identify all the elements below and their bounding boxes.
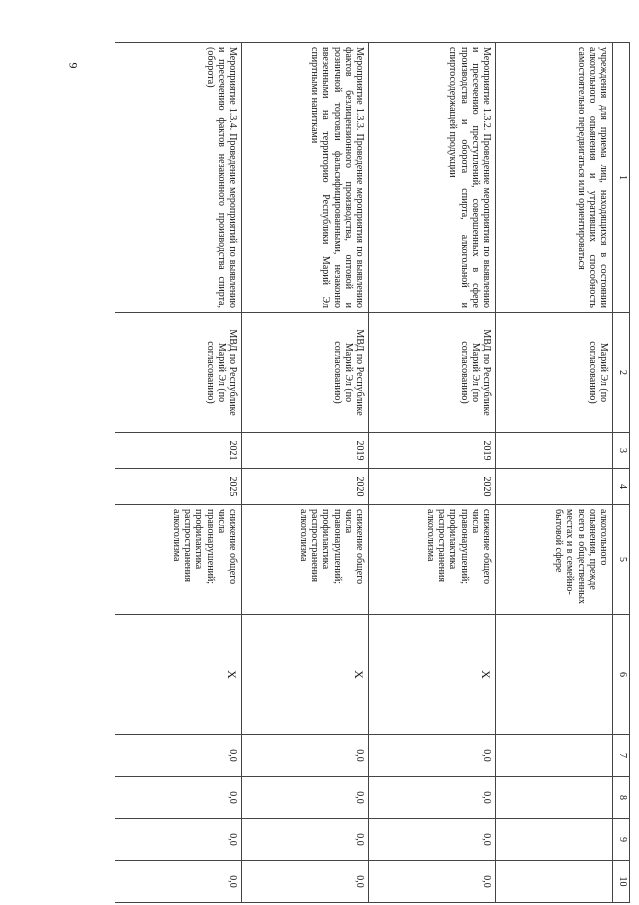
program-measures-table [115,42,630,903]
column-header: 7 [613,735,630,777]
column-header: 6 [613,615,630,735]
executor-cell: Марий Эл (по согласованию) [496,313,613,433]
end-year-cell [496,469,613,505]
expected-result-cell: снижение общего числа правонарушений; профилактика распространения алкоголизма [242,505,369,615]
column-header: 5 [613,505,630,615]
executor-cell: МВД по Республике Марий Эл (по согласованию) [369,313,496,433]
funding-cell: 0,0 [369,819,496,861]
end-year-cell: 2020 [369,469,496,505]
table-row [115,43,242,903]
funding-cell: 0,0 [242,819,369,861]
page-number: 9 [66,62,81,69]
funding-cell [496,777,613,819]
rotated-table-container [110,42,630,902]
start-year-cell: 2019 [369,433,496,469]
measure-name-cell: учреждения для приема лиц, находящихся в состоянии алкогольного опьянения и утративших способность самостоятельно передвигаться или ориентироваться [496,43,613,313]
funding-cell [496,861,613,903]
column-header: 1 [613,43,630,313]
measure-name-cell: Мероприятие 1.3.3. Проведение мероприятия по выявлению фактов безлицензионного производства, оптовой и розничной торговли фальсифицированными, незаконно ввезенными на территорию Республики Марий Эл спиртными напитками [242,43,369,313]
column-header: 3 [613,433,630,469]
funding-cell [496,735,613,777]
executor-cell: МВД по Республике Марий Эл (по согласованию) [242,313,369,433]
column-header: 10 [613,861,630,903]
funding-cell: 0,0 [369,777,496,819]
column-header: 4 [613,469,630,505]
column-header: 2 [613,313,630,433]
funding-cell: 0,0 [369,861,496,903]
table-row [242,43,369,903]
funding-cell: 0,0 [242,777,369,819]
expected-result-cell: алкогольного опьянения, прежде всего в общественных местах и в семейно-бытовой сфере [496,505,613,615]
expected-result-cell: снижение общего числа правонарушений; профилактика распространения алкоголизма [369,505,496,615]
funding-cell: 0,0 [115,735,242,777]
measure-name-cell: Мероприятие 1.3.2. Проведение мероприятия по выявлению и пресечению преступлений, совершенных в сфере производства и оборота спирта, алкогольной и спиртосодержащей продукции [369,43,496,313]
start-year-cell: 2021 [115,433,242,469]
indicator-cell [496,615,613,735]
funding-cell [496,819,613,861]
funding-cell: 0,0 [369,735,496,777]
measure-name-cell: Мероприятие 1.3.4. Проведение мероприятий по выявлению и пресечению фактов незаконного производства спирта, (оборота) [115,43,242,313]
indicator-cell: X [115,615,242,735]
funding-cell: 0,0 [242,735,369,777]
end-year-cell: 2020 [242,469,369,505]
column-number-row [613,43,630,903]
table-row [496,43,613,903]
funding-cell: 0,0 [115,777,242,819]
table-row [369,43,496,903]
funding-cell: 0,0 [242,861,369,903]
funding-cell: 0,0 [115,861,242,903]
column-header: 8 [613,777,630,819]
funding-cell: 0,0 [115,819,242,861]
column-header: 9 [613,819,630,861]
expected-result-cell: снижение общего числа правонарушений; профилактика распространения алкоголизма [115,505,242,615]
indicator-cell: X [242,615,369,735]
end-year-cell: 2025 [115,469,242,505]
start-year-cell: 2019 [242,433,369,469]
executor-cell: МВД по Республике Марий Эл (по согласованию) [115,313,242,433]
indicator-cell: X [369,615,496,735]
start-year-cell [496,433,613,469]
